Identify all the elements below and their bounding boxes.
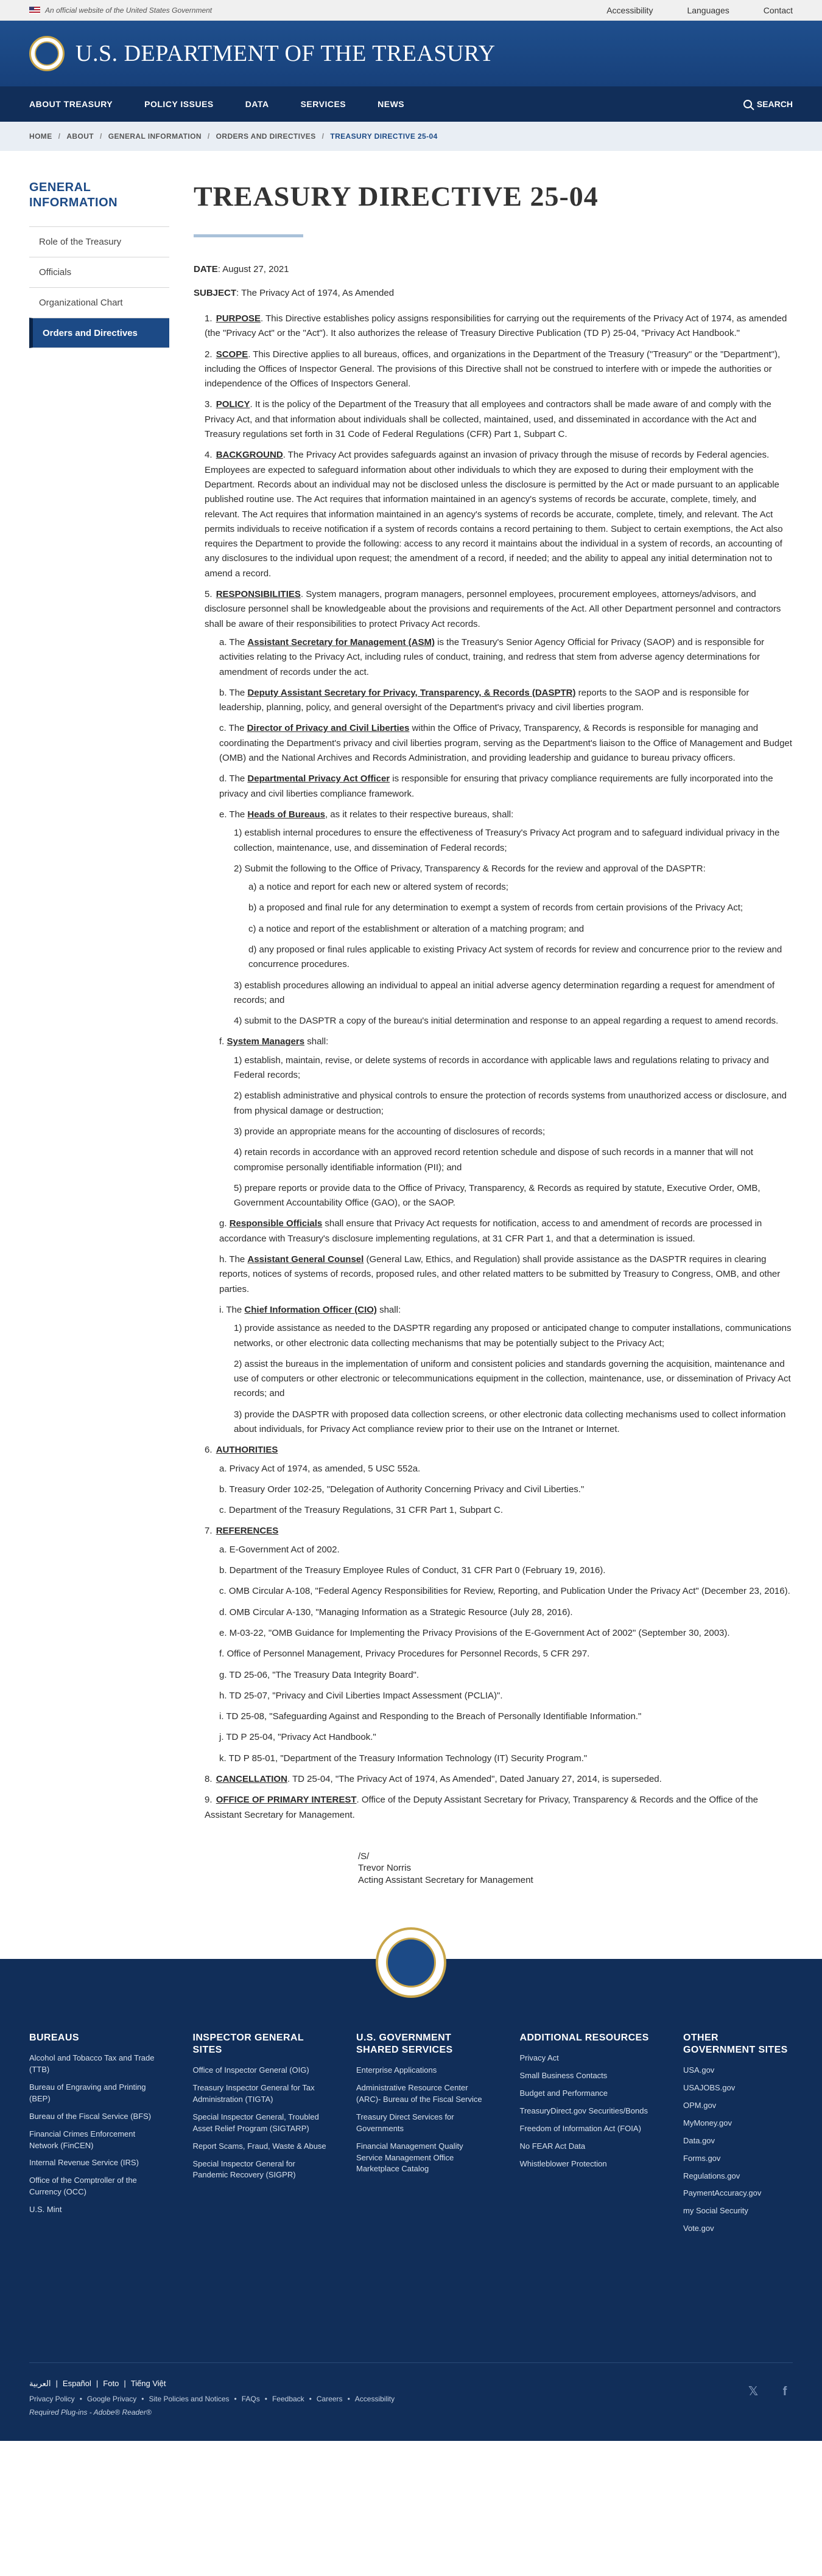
list-item: j. TD P 25-04, "Privacy Act Handbook." <box>219 1732 376 1743</box>
footer-col-title: BUREAUS <box>29 2033 79 2044</box>
language-separator: | <box>55 2378 58 2388</box>
footer-link[interactable]: my Social Security <box>683 2206 748 2216</box>
footer-link[interactable]: Regulations.gov <box>683 2171 740 2180</box>
breadcrumb <box>29 132 438 141</box>
footer-link[interactable]: Whistleblower Protection <box>519 2159 607 2168</box>
main-content <box>194 180 793 1886</box>
list-item: 2) Submit the following to the Office of Privacy, Transparency & Records for the review and approval of the DASPTR: a) a notice and report for each new or altered system of records; b) a proposed and final rule for any determination to exempt a system of records from certain provisions of the Privacy Act; c) a notice and report of the establishment or alteration of a matching program; and d) any proposed or final rules applicable to existing Privacy Act system of records for review and concurrence prior to the review and concurrence procedures. <box>234 862 793 972</box>
language-link-other[interactable]: Foto <box>103 2378 119 2388</box>
signature-block <box>358 1851 793 1887</box>
list-item: 2) assist the bureaus in the implementation of uniform and consistent policies and standards governing the acquisition, maintenance and use of computers or other electronic or telecommunications equipment in the collection, maintenance, use, or dissemination of Privacy Act records; and <box>234 1358 791 1399</box>
list-item: d. OMB Circular A-130, "Managing Information as a Strategic Resource (July 28, 2016). <box>219 1607 573 1618</box>
section-references: 7. REFERENCES a. E-Government Act of 2002. b. Department of the Treasury Employee Rules of Conduct, 31 CFR Part 0 (February 19, 2016). c. OMB Circular A-108, "Federal Agency Responsibilities for Review, Reporting, and Publication Under the Privacy Act" (December 23, 2016). d. OMB Circular A-130, "Managing Information as a Strategic Resource (July 28, 2016). e. M-03-22, "OMB Guidance for Implementing the Privacy Provisions of the E-Government Act of 2002" (September 30, 2003). f. Office of Personnel Management, Privacy Procedures for Personnel Records, 5 CFR 297. g. TD 25-06, "The Treasury Data Integrity Board". h. TD 25-07, "Privacy and Civil Liberties Impact Assessment (PCLIA)". i. TD 25-08, "Safeguarding Against and Responding to the Breach of Personally Identifiable Information." j. TD P 25-04, "Privacy Act Handbook." k. TD P 85-01, "Department of the Treasury Information Technology (IT) Security Program." <box>205 1524 793 1766</box>
language-link-spanish[interactable]: Español <box>62 2378 91 2388</box>
us-flag-icon <box>29 7 40 14</box>
nav-about-treasury[interactable]: ABOUT TREASURY <box>29 99 113 109</box>
responsibility-cio: i. The Chief Information Officer (CIO) shall: 1) provide assistance as needed to the DASPTR regarding any proposed or anticipated change to computer installations, communications networks, or other electronic data collecting mechanisms that may be potentially subject to the Privacy Act; 2) assist the bureaus in the implementation of uniform and consistent policies and standards governing the acquisition, maintenance and use of computers or other electronic or telecommunications equipment in the collection, maintenance, use, or dissemination of Privacy Act records; and 3) provide the DASPTR with proposed data collection screens, or other electronic data collecting mechanisms used to collect information about individuals, for Privacy Act compliance review prior to their use on the Intranet or Internet. <box>219 1303 793 1437</box>
site-policies-link[interactable]: Site Policies and Notices <box>149 2394 230 2403</box>
list-item: a) a notice and report for each new or altered system of records; <box>248 882 508 893</box>
list-item: 1) establish, maintain, revise, or delete systems of records in accordance with applicable laws and regulations relating to privacy and Federal records; <box>234 1055 769 1081</box>
signer-title: Acting Assistant Secretary for Management <box>358 1874 533 1885</box>
contact-link[interactable]: Contact <box>763 5 793 15</box>
legal-separator: • <box>141 2394 144 2403</box>
footer-link[interactable]: Administrative Resource Center (ARC)- Bureau of the Fiscal Service <box>356 2083 482 2104</box>
site-footer <box>0 1959 822 2440</box>
list-item: b. Department of the Treasury Employee Rules of Conduct, 31 CFR Part 0 (February 19, 2016). <box>219 1565 606 1576</box>
language-separator: | <box>124 2378 126 2388</box>
legal-separator: • <box>264 2394 267 2403</box>
site-title[interactable]: U.S. DEPARTMENT OF THE TREASURY <box>76 41 496 66</box>
footer-link[interactable]: Financial Management Quality Service Management Office Marketplace Catalog <box>356 2141 463 2174</box>
legal-separator: • <box>79 2394 82 2403</box>
list-item: 4) submit to the DASPTR a copy of the bureau's initial determination and response to an appeal regarding a request to amend records. <box>234 1016 779 1027</box>
responsibility-responsible-officials: g. Responsible Officials shall ensure that Privacy Act requests for notification, access to and amendment of records are processed in accordance with Treasury's disclosure implementing regulations, at 31 CFR Part 1, and that a determination is issued. <box>219 1218 762 1244</box>
date-value: : August 27, 2021 <box>217 264 289 274</box>
list-item: 3) provide the DASPTR with proposed data collection screens, or other electronic data collecting mechanisms used to collect information about individuals, for Privacy Act compliance review prior to their use on the Intranet or Internet. <box>234 1409 786 1434</box>
footer-col-title: OTHER GOVERNMENT SITES <box>683 2033 788 2056</box>
list-item: b. Treasury Order 102-25, "Delegation of Authority Concerning Privacy and Civil Liberties." <box>219 1484 585 1495</box>
signer-name: Trevor Norris <box>358 1863 411 1874</box>
site-header <box>0 21 822 86</box>
sidebar-item-role-of-the-treasury[interactable]: Role of the Treasury <box>29 226 169 257</box>
list-item: f. Office of Personnel Management, Privacy Procedures for Personnel Records, 5 CFR 297. <box>219 1649 590 1660</box>
list-item: c. OMB Circular A-108, "Federal Agency Responsibilities for Review, Reporting, and Publication Under the Privacy Act" (December 23, 2016). <box>219 1586 790 1597</box>
breadcrumb-home[interactable]: HOME <box>29 132 52 141</box>
breadcrumb-separator: / <box>207 132 210 141</box>
footer-link[interactable]: TreasuryDirect.gov Securities/Bonds <box>519 2106 648 2115</box>
responsibility-director: c. The Director of Privacy and Civil Liberties within the Office of Privacy, Transparency, & Records is responsible for managing and coordinating the Department's privacy and civil liberties program, serving as the Department's liaison to the Office of Management and Budget (OMB) and the National Archives and Records Administration, and providing leadership and guidance to bureau privacy officers. <box>219 723 792 764</box>
legal-separator: • <box>347 2394 350 2403</box>
sidebar-item-officials[interactable]: Officials <box>29 257 169 287</box>
list-item: e. M-03-22, "OMB Guidance for Implementing the Privacy Provisions of the E-Government Act of 2002" (September 30, 2003). <box>219 1627 730 1638</box>
sidebar-title: GENERAL INFORMATION <box>29 181 118 209</box>
responsibility-system-managers: f. System Managers shall: 1) establish, maintain, revise, or delete systems of records in accordance with applicable laws and regulations relating to privacy and Federal records; 2) establish administrative and physical controls to ensure the protection of records systems from unauthorized access or disclosure, and from physical damage or destruction; 3) provide an appropriate means for the accounting of disclosures of records; 4) retain records in accordance with an approved record retention schedule and dispose of such records in a manner that will not compromise personally identifiable information (PII); and 5) prepare reports or provide data to the Office of Privacy, Transparency, & Records as required by statute, Executive Order, OMB, Government Accountability Office (GAO), or the SAOP. <box>219 1035 793 1210</box>
section-policy: 3. POLICY. It is the policy of the Department of the Treasury that all employees and contractors shall be made aware of and comply with the Privacy Act, and that information about individuals shall be collected, maintained, used, and disseminated in accordance with the Act and Treasury regulations set forth in 31 Code of Federal Regulations (CFR) Part 1, Subpart C. <box>205 399 771 440</box>
footer-link[interactable]: USA.gov <box>683 2065 715 2075</box>
footer-link[interactable]: OPM.gov <box>683 2101 717 2110</box>
nav-services[interactable]: SERVICES <box>300 99 346 109</box>
footer-link[interactable]: Freedom of Information Act (FOIA) <box>519 2123 641 2133</box>
footer-columns <box>29 2032 793 2240</box>
feedback-link[interactable]: Feedback <box>272 2394 304 2403</box>
faqs-link[interactable]: FAQs <box>241 2394 260 2403</box>
directive-sections <box>194 312 793 1823</box>
breadcrumb-current: TREASURY DIRECTIVE 25-04 <box>330 132 438 141</box>
footer-link[interactable]: Financial Crimes Enforcement Network (FinCEN) <box>29 2129 136 2150</box>
facebook-icon[interactable]: f <box>782 2384 787 2398</box>
accessibility-footer-link[interactable]: Accessibility <box>354 2394 395 2403</box>
gov-banner-text: An official website of the United States Government <box>45 5 213 15</box>
section-responsibilities: 5. RESPONSIBILITIES. System managers, program managers, personnel employees, procurement employees, attorneys/advisors, and disclosure personnel shall be knowledgeable about the provisions and requirements of the Act. All other Department personnel and contractors shall be aware of their responsibilities to protect Privacy Act records. a. The Assistant Secretary for Management (ASM) is the Treasury's Senior Agency Official for Privacy (SAOP) and is responsible for activities relating to the Privacy Act, including rules of conduct, training, and redress that stem from adverse agency determinations for amendment of records under the act. b. The Deputy Assistant Secretary for Privacy, Transparency, & Records (DASPTR) reports to the SAOP and is responsible for leadership, planning, policy, and general oversight of the Department's privacy and civil liberties program. c. The Director of Privacy and Civil Liberties within the Office of Privacy, Transparency, & Records is responsible for managing and coordinating the Department's privacy and civil liberties program, serving as the Department's liaison to the Office of Management and Budget (OMB) and the National Archives and Records Administration, and providing leadership and guidance to bureau privacy officers. d. The Departmental Privacy Act Officer is responsible for ensuring that privacy compliance requirements are fully incorporated into the privacy and civil liberties compliance framework. e. The Heads of Bureaus, as it relates to their respective bureaus, shall: 1) establish internal procedures to ensure the effectiveness of Treasury's Privacy Act program and to safeguard individual privacy in the collection, maintenance, use, and dissemination of Federal records; 2) Submit the following to the Office of Privacy, Transparency & Records for the review and approval of the DASPTR: a) a notice and report for each new or altered system of records; b) a proposed and final rule for any determination to exempt a system of records from certain provisions of the Privacy Act; c) a notice and report of the establishment or alteration of a matching program; and d) any proposed or final rules applicable to existing Privacy Act system of records for review and concurrence prior to the review and concurrence procedures. 3) establish procedures allowing an individual to appeal an initial adverse agency determination regarding a request for amendment of records; and 4) submit to the DASPTR a copy of the bureau's initial determination and response to an appeal regarding a request to amend records. f. System Managers shall: 1) establish, maintain, revise, or delete systems of records in accordance with applicable laws and regulations relating to privacy and Federal records; 2) establish administrative and physical controls to ensure the protection of records systems from unauthorized access or disclosure, and from physical damage or destruction; 3) provide an appropriate means for the accounting of disclosures of records; 4) retain records in accordance with an approved record retention schedule and dispose of such records in a manner that will not compromise personally identifiable information (PII); and 5) prepare reports or provide data to the Office of Privacy, Transparency, & Records as required by statute, Executive Order, OMB, Government Accountability Office (GAO), or the SAOP. g. Responsible Officials shall ensure that Privacy Act requests for notification, access to and amendment of records are processed in accordance with Treasury's disclosure implementing regulations, at 31 CFR Part 1, and that a determination is issued. h. The Assistant General Counsel (General Law, Ethics, and Regulation) shall provide assistance as the DASPTR requires in clearing reports, notices of systems of records, proposed rules, and other related matters to be submitted by Treasury to Congress, OMB, and other parties. i. The Chief Information Officer (CIO) shall: 1) provide assistance as needed to the DASPTR regarding any proposed or anticipated change to computer installations, communications networks, or other electronic data collecting mechanisms that may be potentially subject to the Privacy Act; 2) assist the bureaus in the implementation of uniform and consistent policies and standards governing the acquisition, maintenance and use of computers or other electronic or telecommunications equipment in the collection, maintenance, use, or dissemination of Privacy Act records; and 3) provide the DASPTR with proposed data collection screens, or other electronic data collecting mechanisms used to collect information about individuals, for Privacy Act compliance review prior to their use on the Intranet or Internet. <box>205 587 793 1437</box>
footer-link[interactable]: Treasury Inspector General for Tax Administration (TIGTA) <box>192 2083 315 2104</box>
footer-col-bureaus <box>29 2032 163 2240</box>
responsibility-general-counsel: h. The Assistant General Counsel (General Law, Ethics, and Regulation) shall provide assistance as the DASPTR requires in clearing reports, notices of systems of records, proposed rules, and other related matters to be submitted by Treasury to Congress, OMB, and other parties. <box>219 1254 781 1294</box>
footer-link[interactable]: Small Business Contacts <box>519 2071 608 2081</box>
required-plugins[interactable]: Required Plug-ins - Adobe® Reader® <box>29 2407 152 2417</box>
utility-bar <box>0 0 822 21</box>
footer-link[interactable]: No FEAR Act Data <box>519 2141 586 2151</box>
list-item: d) any proposed or final rules applicable to existing Privacy Act system of records for review and concurrence prior to the review and concurrence procedures. <box>248 944 782 970</box>
footer-bottom <box>29 2362 793 2441</box>
twitter-icon[interactable]: 𝕏 <box>748 2384 759 2398</box>
list-item: a. E-Government Act of 2002. <box>219 1544 340 1555</box>
footer-col-inspector-general <box>193 2032 327 2240</box>
footer-link[interactable]: Data.gov <box>683 2135 715 2145</box>
signature-mark: /S/ <box>358 1851 370 1862</box>
section-cancellation: 8. CANCELLATION. TD 25-04, "The Privacy Act of 1974, As Amended", Dated January 27, 2014, is superseded. <box>205 1774 662 1785</box>
list-item: b) a proposed and final rule for any determination to exempt a system of records from certain provisions of the Privacy Act; <box>248 902 743 913</box>
responsibility-privacy-officer: d. The Departmental Privacy Act Officer is responsible for ensuring that privacy compliance requirements are fully incorporated into the privacy and civil liberties compliance framework. <box>219 773 773 799</box>
subject-value: : The Privacy Act of 1974, As Amended <box>236 288 395 298</box>
legal-links <box>29 2395 395 2403</box>
sidebar-item-orders-and-directives[interactable]: Orders and Directives <box>29 318 169 348</box>
footer-col-additional-resources <box>520 2032 654 2240</box>
breadcrumb-about[interactable]: ABOUT <box>66 132 94 141</box>
footer-col-shared-services <box>356 2032 490 2240</box>
footer-link[interactable]: Special Inspector General for Pandemic Recovery (SIGPR) <box>192 2159 296 2180</box>
section-office-of-primary-interest: 9. OFFICE OF PRIMARY INTEREST. Office of the Deputy Assistant Secretary for Privacy, Transparency & Records and the Office of the Assistant Secretary for Management. <box>205 1795 759 1820</box>
languages-link[interactable]: Languages <box>687 5 729 15</box>
nav-data[interactable]: DATA <box>245 99 269 109</box>
page-layout <box>0 180 822 1886</box>
breadcrumb-separator: / <box>321 132 325 141</box>
google-privacy-link[interactable]: Google Privacy <box>86 2394 137 2403</box>
section-background: 4. BACKGROUND. The Privacy Act provides safeguards against an invasion of privacy through the misuse of records by Federal agencies. Employees are expected to safeguard information about other individuals to which they are exposed to during their employment with the Department. Records about an individual may not be disclosed unless the disclosure is permitted by the Act or made pursuant to an applicable published routine use. The Act requires that information maintained in an agency's systems of records be accurate, complete, timely, and relevant. The Act requires that information maintained in an agency's systems of records be accurate, complete, timely, and relevant. The Act permits individuals to receive notification if a system of records contains a record pertaining to them. Subject to certain exemptions, the Act also requires the Department to provide the following: access to any record it maintains about the individual in a system of records, an accounting of any disclosures to the individual upon request; the amendment of a record, if needed; and the ability to appeal any initial determination not to amend a record. <box>205 450 783 579</box>
list-item: 5) prepare reports or provide data to the Office of Privacy, Transparency, & Records as required by statute, Executive Order, OMB, Government Accountability Office (GAO), or the SAOP. <box>234 1182 761 1209</box>
footer-link[interactable]: Alcohol and Tobacco Tax and Trade (TTB) <box>29 2053 155 2075</box>
footer-link[interactable]: PaymentAccuracy.gov <box>683 2188 762 2198</box>
language-separator: | <box>96 2378 99 2388</box>
footer-seal-icon[interactable] <box>376 1927 446 1998</box>
language-links <box>29 2379 395 2389</box>
footer-col-other-government-sites <box>683 2032 793 2240</box>
utility-links <box>606 5 793 15</box>
footer-link[interactable]: Internal Revenue Service (IRS) <box>29 2158 139 2168</box>
responsibility-asm: a. The Assistant Secretary for Management (ASM) is the Treasury's Senior Agency Official for Privacy (SAOP) and is responsible for activities relating to the Privacy Act, including rules of conduct, training, and redress that stem from adverse agency determinations for amendment of records under the act. <box>219 637 765 677</box>
list-item: 2) establish administrative and physical controls to ensure the protection of records systems from unauthorized access or disclosure, and from physical damage or destruction; <box>234 1091 787 1116</box>
search-label: SEARCH <box>756 99 793 109</box>
footer-link[interactable]: Office of the Comptroller of the Currency (OCC) <box>29 2176 137 2197</box>
title-divider <box>194 234 303 237</box>
footer-link[interactable]: Privacy Act <box>519 2053 559 2063</box>
footer-link[interactable]: Office of Inspector General (OIG) <box>192 2065 309 2075</box>
list-item: 1) provide assistance as needed to the DASPTR regarding any proposed or anticipated change to computer installations, communications networks, or other electronic data collecting mechanisms that may be potentially subject to the Privacy Act; <box>234 1323 792 1349</box>
sidebar-item-organizational-chart[interactable]: Organizational Chart <box>29 287 169 318</box>
nav-policy-issues[interactable]: POLICY ISSUES <box>144 99 214 109</box>
list-item: 3) provide an appropriate means for the accounting of disclosures of records; <box>234 1126 546 1137</box>
accessibility-link[interactable]: Accessibility <box>606 5 653 15</box>
footer-link[interactable]: MyMoney.gov <box>683 2118 732 2127</box>
footer-link[interactable]: Enterprise Applications <box>356 2065 437 2075</box>
footer-link[interactable]: Bureau of the Fiscal Service (BFS) <box>29 2111 152 2121</box>
list-item: a. Privacy Act of 1974, as amended, 5 USC 552a. <box>219 1463 421 1474</box>
section-purpose: 1. PURPOSE. This Directive establishes policy assigns responsibilities for carrying out the requirements of the Privacy Act of 1974, as amended (the "Privacy Act" or the "Act"). It also authorizes the release of Treasury Directive Publication (TD P) 25-04, "Privacy Act Handbook." <box>205 313 787 339</box>
breadcrumb-bar <box>0 122 822 151</box>
breadcrumb-orders-and-directives[interactable]: ORDERS AND DIRECTIVES <box>216 132 316 141</box>
gov-banner <box>29 6 212 15</box>
list-item: c. Department of the Treasury Regulations, 31 CFR Part 1, Subpart C. <box>219 1505 504 1516</box>
footer-link[interactable]: Vote.gov <box>683 2224 714 2233</box>
page-title: TREASURY DIRECTIVE 25-04 <box>194 181 599 212</box>
treasury-seal-icon[interactable] <box>29 36 65 71</box>
list-item: c) a notice and report of the establishment or alteration of a matching program; and <box>248 923 585 934</box>
language-link-vietnamese[interactable]: Tiếng Việt <box>130 2378 166 2388</box>
footer-link[interactable]: Treasury Direct Services for Governments <box>356 2112 454 2133</box>
date-label: DATE <box>194 264 218 274</box>
footer-link[interactable]: Budget and Performance <box>519 2089 608 2098</box>
footer-link[interactable]: Report Scams, Fraud, Waste & Abuse <box>192 2141 326 2151</box>
section-scope: 2. SCOPE. This Directive applies to all bureaus, offices, and organizations in the Department of the Treasury ("Treasury" or the "Department"), including the Offices of Inspector General. The provisions of this Directive shall not be construed to interfere with or impede the authorities or independence of the Offices of Inspectors General. <box>205 349 781 389</box>
sidebar <box>29 180 169 1886</box>
list-item: 3) establish procedures allowing an individual to appeal an initial adverse agency determination regarding a request for amendment of records; and <box>234 980 775 1005</box>
social-links <box>745 2385 793 2398</box>
list-item: 1) establish internal procedures to ensure the effectiveness of Treasury's Privacy Act program and to safeguard individual privacy in the collection, maintenance, use, and dissemination of Federal records; <box>234 828 780 853</box>
date-line <box>194 264 793 274</box>
footer-col-title: INSPECTOR GENERAL SITES <box>192 2033 304 2056</box>
language-link-arabic[interactable]: العربية <box>29 2378 51 2388</box>
breadcrumb-general-information[interactable]: GENERAL INFORMATION <box>108 132 202 141</box>
subject-label: SUBJECT <box>194 288 237 298</box>
list-item: g. TD 25-06, "The Treasury Data Integrity Board". <box>219 1669 420 1680</box>
footer-link[interactable]: USAJOBS.gov <box>683 2083 736 2093</box>
search-icon <box>743 100 752 108</box>
list-item: k. TD P 85-01, "Department of the Treasury Information Technology (IT) Security Program." <box>219 1753 588 1764</box>
subject-line <box>194 288 793 298</box>
breadcrumb-separator: / <box>100 132 102 141</box>
list-item: i. TD 25-08, "Safeguarding Against and Responding to the Breach of Personally Identifiable Information." <box>219 1711 642 1722</box>
breadcrumb-separator: / <box>58 132 61 141</box>
footer-col-title: U.S. GOVERNMENT SHARED SERVICES <box>356 2033 453 2056</box>
responsibility-dasptr: b. The Deputy Assistant Secretary for Privacy, Transparency, & Records (DASPTR) reports to the SAOP and is responsible for leadership, planning, policy, and general oversight of the Department's privacy and civil liberties program. <box>219 687 750 713</box>
list-item: 4) retain records in accordance with an approved record retention schedule and dispose of such records in a manner that will not compromise personally identifiable information (PII); and <box>234 1147 753 1173</box>
nav-news[interactable]: NEWS <box>378 99 405 109</box>
search-button[interactable] <box>743 99 793 109</box>
footer-link[interactable]: U.S. Mint <box>29 2204 62 2214</box>
footer-link[interactable]: Special Inspector General, Troubled Asset Relief Program (SIGTARP) <box>192 2112 319 2133</box>
footer-col-title: ADDITIONAL RESOURCES <box>519 2033 649 2044</box>
responsibility-heads-of-bureaus: e. The Heads of Bureaus, as it relates to their respective bureaus, shall: 1) establish internal procedures to ensure the effectiveness of Treasury's Privacy Act program and to safeguard individual privacy in the collection, maintenance, use, and dissemination of Federal records; 2) Submit the following to the Office of Privacy, Transparency & Records for the review and approval of the DASPTR: a) a notice and report for each new or altered system of records; b) a proposed and final rule for any determination to exempt a system of records from certain provisions of the Privacy Act; c) a notice and report of the establishment or alteration of a matching program; and d) any proposed or final rules applicable to existing Privacy Act system of records for review and concurrence prior to the review and concurrence procedures. 3) establish procedures allowing an individual to appeal an initial adverse agency determination regarding a request for amendment of records; and 4) submit to the DASPTR a copy of the bureau's initial determination and response to an appeal regarding a request to amend records. <box>219 808 793 1029</box>
section-authorities: 6. AUTHORITIES a. Privacy Act of 1974, as amended, 5 USC 552a. b. Treasury Order 102-25, "Delegation of Authority Concerning Privacy and Civil Liberties." c. Department of the Treasury Regulations, 31 CFR Part 1, Subpart C. <box>205 1443 793 1518</box>
legal-separator: • <box>234 2394 237 2403</box>
list-item: h. TD 25-07, "Privacy and Civil Liberties Impact Assessment (PCLIA)". <box>219 1690 503 1701</box>
legal-separator: • <box>309 2394 312 2403</box>
main-nav <box>0 86 822 122</box>
footer-link[interactable]: Forms.gov <box>683 2153 721 2163</box>
footer-link[interactable]: Bureau of Engraving and Printing (BEP) <box>29 2082 146 2103</box>
careers-link[interactable]: Careers <box>316 2394 343 2403</box>
privacy-policy-link[interactable]: Privacy Policy <box>29 2394 75 2403</box>
